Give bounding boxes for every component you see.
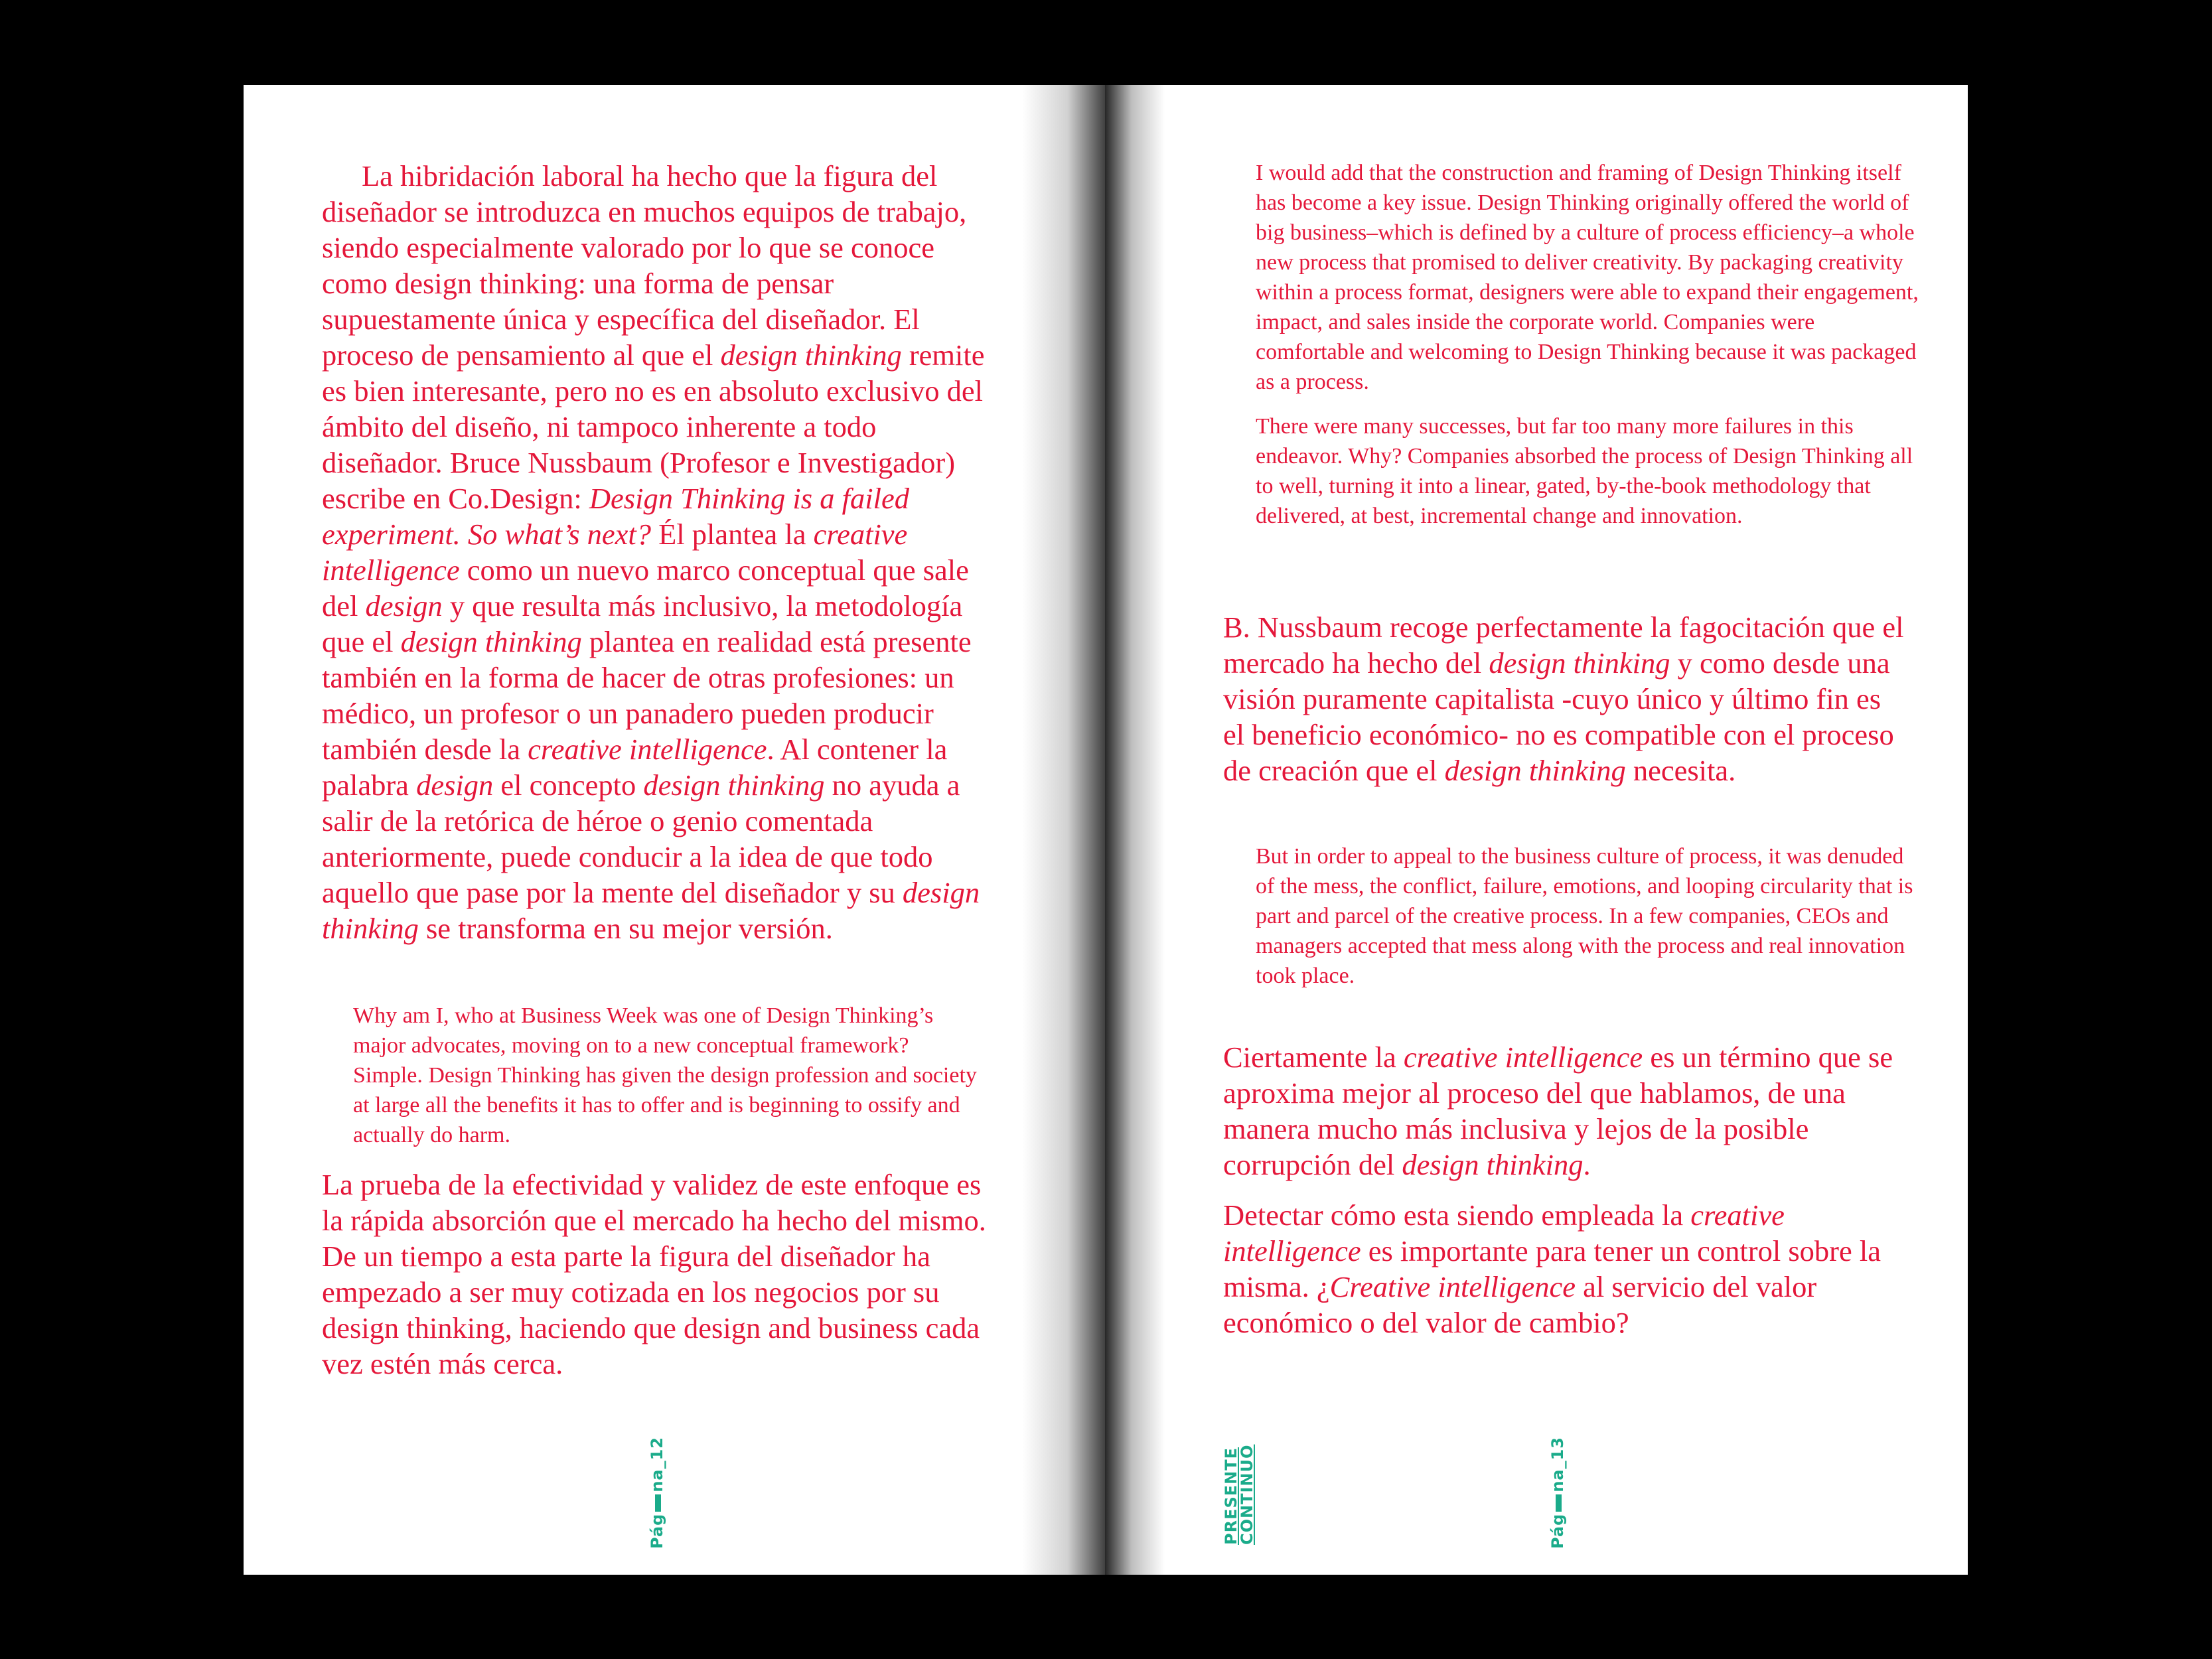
text-run: es importante para tener un control sobre la misma. ¿ [1223, 1234, 1881, 1303]
text-run: remite es bien interesante, pero no es en absoluto exclusivo del ámbito del diseño, ni tampoco inherente a todo diseñador. Bruce Nussbaum (Profesor e Investigador) escribe en Co.Design: [322, 338, 985, 515]
italic-run: creative intelligence [1223, 1198, 1785, 1267]
italic-run: Design Thinking is a failed experiment. So what’s next? [322, 482, 909, 551]
folio-bar [655, 1494, 661, 1512]
folio-prefix: Pág [648, 1513, 666, 1549]
right-body-1 [1223, 609, 1907, 803]
text-run: Él plantea la [651, 518, 814, 551]
italic-run: design thinking [400, 625, 582, 658]
italic-run: design [365, 589, 443, 622]
folio-prefix: Pág [1548, 1513, 1567, 1549]
right-quote-mid [1256, 841, 1919, 1005]
text-run: Detectar cómo esta siendo empleada la [1223, 1198, 1691, 1232]
left-page [244, 85, 1105, 1575]
text-run: y que resulta más inclusivo, la metodología que el [322, 589, 963, 658]
left-paragraph-2: La prueba de la efectividad y validez de este enfoque es la rápida absorción que el mercado ha hecho del mismo. De un tiempo a esta parte la figura del diseñador ha empezado a ser muy cotizada en los negocios por su design thinking, haciendo que design and business cada vez estén más cerca. [322, 1168, 986, 1380]
brand-mark [1223, 1445, 1255, 1545]
text-run: el concepto [493, 768, 644, 802]
right-quotes-top [1256, 158, 1919, 545]
left-paragraph-1 [322, 158, 999, 946]
brand-line-2: CONTINUO [1238, 1444, 1256, 1545]
right-quote-1: I would add that the construction and framing of Design Thinking itself has become a key issue. Design Thinking originally offered the world of big business–which is defined by a culture of process efficiency–a whole new process that promised to deliver creativity. By packaging creativity within a process format, designers were able to expand their engagement, impact, and sales inside the corporate world. Companies were comfortable and welcoming to Design Thinking because it was packaged as a process. [1256, 161, 1919, 394]
italic-run: design [416, 768, 494, 802]
text-run: no ayuda a salir de la retórica de héroe o genio comentada anteriormente, puede conducir a la idea de que todo aquello que pase por la mente del diseñador y su [322, 768, 960, 909]
left-body-2 [322, 1167, 999, 1396]
left-quote-1: Why am I, who at Business Week was one of Design Thinking’s major advocates, moving on to a new conceptual framework? Simple. Design Thinking has given the design profession and society at large all the benefits it has to offer and is beginning to ossify and actually do harm. [353, 1003, 977, 1147]
italic-run: design thinking [643, 768, 825, 802]
text-run: . [1583, 1148, 1591, 1181]
text-run: y como desde una visión puramente capitalista -cuyo único y último fin es el beneficio económico- no es compatible con el proceso de creación que el [1223, 646, 1894, 787]
italic-run: design thinking [1402, 1148, 1584, 1181]
text-run: es un término que se aproxima mejor al proceso del que hablamos, de una manera mucho más inclusiva y lejos de la posible corrupción del [1223, 1041, 1893, 1181]
text-run: Ciertamente la [1223, 1041, 1404, 1074]
right-folio [1548, 1437, 1567, 1549]
right-paragraph-3 [1223, 1197, 1907, 1340]
italic-run: design thinking [720, 338, 902, 372]
italic-run: design thinking [1444, 754, 1626, 787]
text-run: como un nuevo marco conceptual que sale del [322, 553, 969, 622]
right-body-2 [1223, 1039, 1907, 1355]
folio-suffix: na_13 [1548, 1436, 1567, 1492]
right-paragraph-2 [1223, 1039, 1907, 1183]
text-run: necesita. [1625, 754, 1736, 787]
folio-bar [1556, 1494, 1562, 1512]
right-page [1105, 85, 1968, 1575]
italic-run: design thinking [322, 876, 980, 945]
right-quote-2: There were many successes, but far too many more failures in this endeavor. Why? Companies absorbed the process of Design Thinking all to well, turning it into a linear, gated, by-the-book methodology that delivered, at best, incremental change and innovation. [1256, 414, 1913, 528]
italic-run: creative intelligence [322, 518, 908, 587]
left-folio [648, 1437, 666, 1549]
italic-run: creative intelligence [528, 733, 767, 766]
text-run: al servicio del valor económico o del valor de cambio? [1223, 1270, 1817, 1339]
brand-line-1: PRESENTE [1222, 1447, 1240, 1545]
text-run: plantea en realidad está presente también en la forma de hacer de otras profesiones: un médico, un profesor o un panadero pueden producir también desde la [322, 625, 972, 766]
left-body [322, 158, 999, 961]
italic-run: Creative intelligence [1329, 1270, 1576, 1303]
text-run: . Al contener la palabra [322, 733, 948, 802]
right-quote-3: But in order to appeal to the business culture of process, it was denuded of the mess, the conflict, failure, emotions, and looping circularity that is part and parcel of the creative process. In a few companies, CEOs and managers accepted that mess along with the process and real innovation took place. [1256, 844, 1913, 988]
left-quote [353, 1001, 977, 1165]
text-run: B. Nussbaum recoge perfectamente la fagocitación que el mercado ha hecho del [1223, 611, 1904, 680]
italic-run: creative intelligence [1403, 1041, 1643, 1074]
folio-suffix: na_12 [648, 1436, 666, 1492]
italic-run: design thinking [1489, 646, 1670, 680]
text-run: La hibridación laboral ha hecho que la figura del diseñador se introduzca en muchos equipos de trabajo, siendo especialmente valorado por lo que se conoce como design thinking: una forma de pensar supuestamente única y específica del diseñador. El proceso de pensamiento al que el [322, 159, 967, 372]
right-paragraph-1 [1223, 609, 1907, 788]
text-run: se transforma en su mejor versión. [418, 912, 833, 945]
